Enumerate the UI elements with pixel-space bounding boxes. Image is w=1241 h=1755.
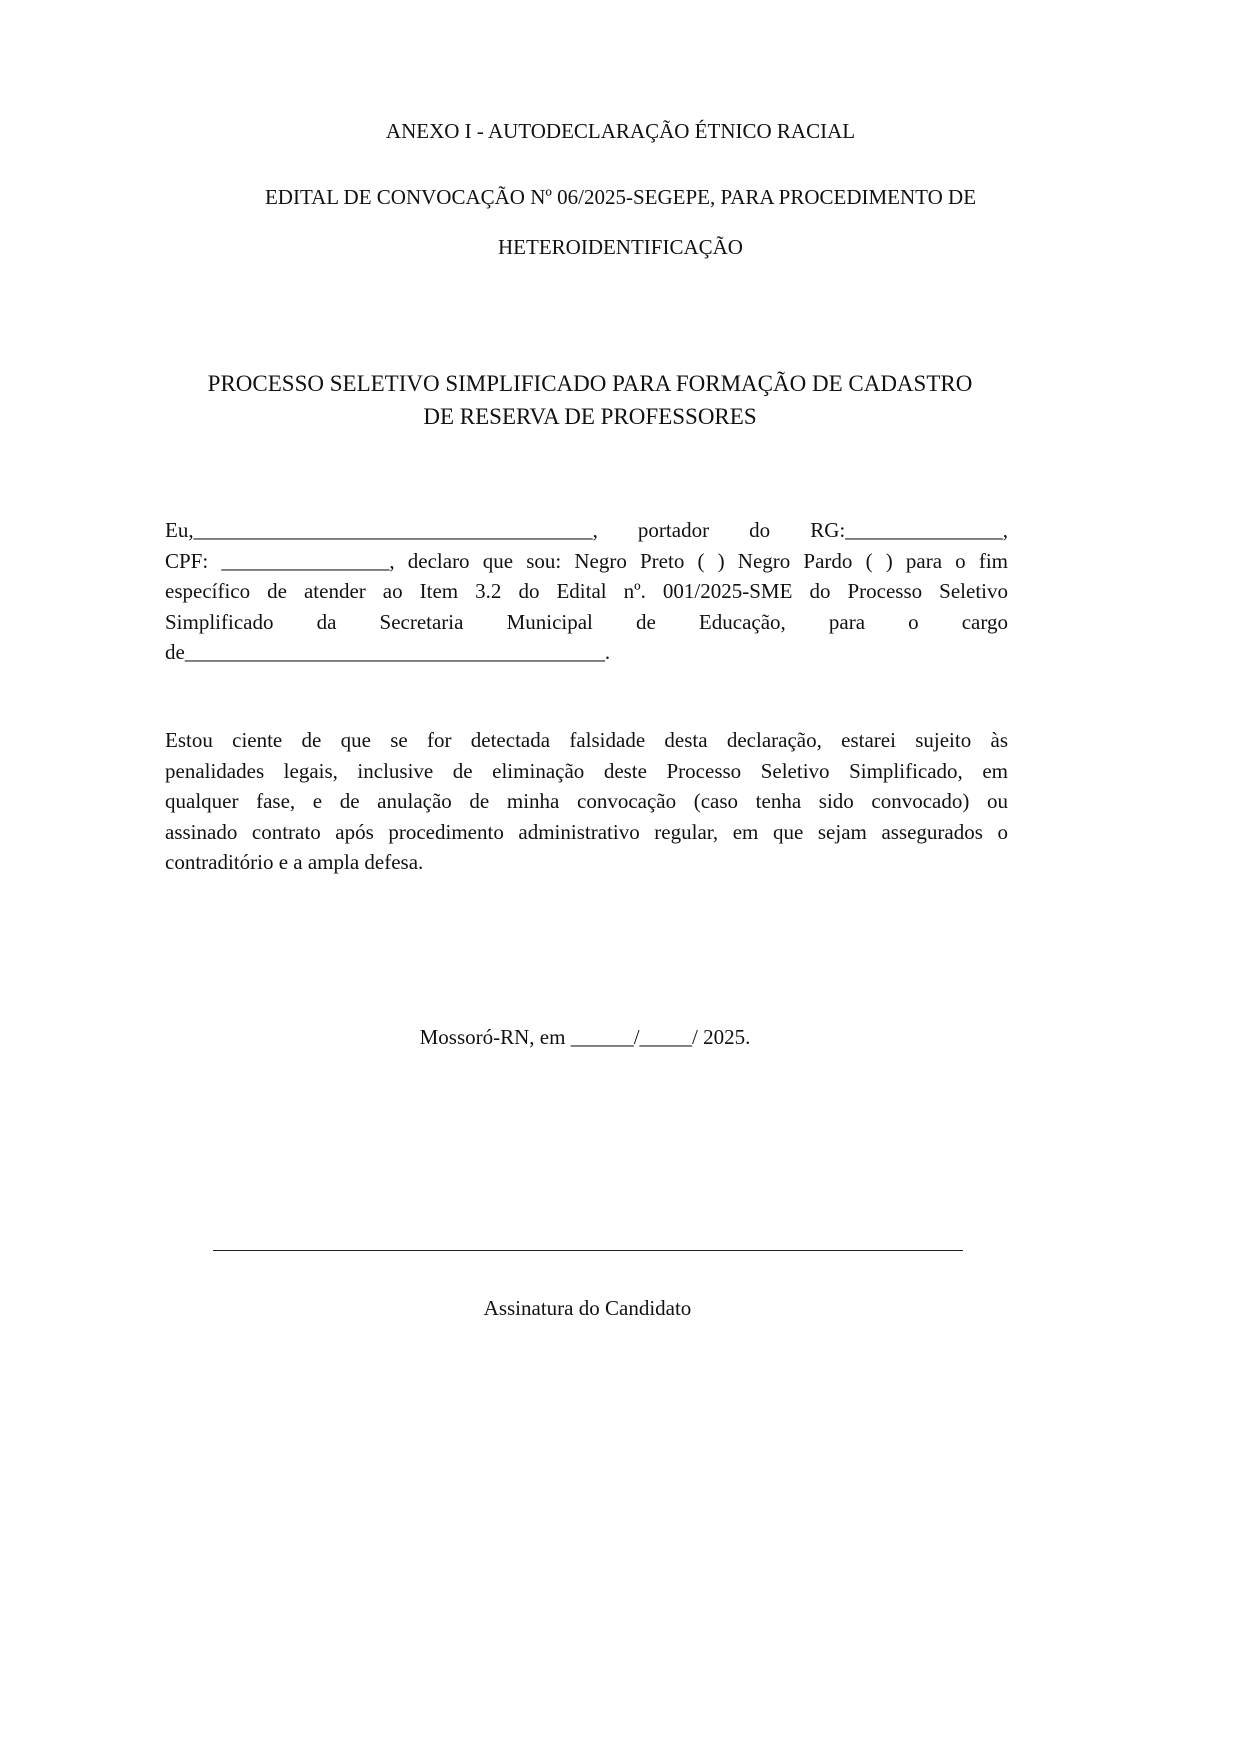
declaration-line (165, 637, 1008, 668)
awareness-line-text: qualquer fase, e de anulação de minha convocação (caso tenha sido convocado) ou (165, 789, 1008, 813)
declaration-line-text: específico de atender ao Item 3.2 do Edital nº. 001/2025-SME do Processo Seletivo (165, 579, 1008, 603)
declaration-line-text: de________________________________________. (165, 640, 611, 664)
declaration-line-text: Simplificado da Secretaria Municipal de Educação, para o cargo (165, 609, 1008, 634)
annex-title: ANEXO I - AUTODECLARAÇÃO ÉTNICO RACIAL (385, 119, 856, 143)
awareness-line (165, 817, 1008, 848)
signature-line (213, 1250, 963, 1251)
awareness-line (165, 725, 1008, 756)
process-title-line-2: DE RESERVA DE PROFESSORES (423, 404, 757, 429)
awareness-line-text: contraditório e a ampla defesa. (165, 850, 424, 874)
signature-label: Assinatura do Candidato (483, 1296, 692, 1320)
place-date-line: Mossoró-RN, em ______/_____/ 2025. (419, 1025, 751, 1049)
declaration-paragraph (165, 515, 1008, 668)
awareness-line (165, 756, 1008, 787)
edital-title-line-2: HETEROIDENTIFICAÇÃO (498, 235, 743, 259)
awareness-line-text: Estou ciente de que se for detectada falsidade desta declaração, estarei sujeito às (165, 728, 1008, 752)
process-title-line-1: PROCESSO SELETIVO SIMPLIFICADO PARA FORMAÇÃO DE CADASTRO (207, 371, 973, 396)
declaration-line (165, 607, 1008, 638)
declaration-line (165, 576, 1008, 607)
declaration-line (165, 546, 1008, 577)
awareness-line (165, 847, 1008, 878)
awareness-line-text: assinado contrato após procedimento administrativo regular, em que sejam assegurados o (165, 819, 1008, 844)
declaration-line-text: Eu,______________________________________, portador do RG:_______________, (165, 518, 1008, 542)
awareness-line-text: penalidades legais, inclusive de eliminação deste Processo Seletivo Simplificado, em (165, 758, 1008, 783)
declaration-line-text: CPF: ________________, declaro que sou: Negro Preto ( ) Negro Pardo ( ) para o fim (165, 548, 1008, 573)
awareness-line (165, 786, 1008, 817)
declaration-line (165, 515, 1008, 546)
edital-title-line-1: EDITAL DE CONVOCAÇÃO Nº 06/2025-SEGEPE, PARA PROCEDIMENTO DE (264, 185, 977, 209)
awareness-paragraph (165, 725, 1008, 878)
